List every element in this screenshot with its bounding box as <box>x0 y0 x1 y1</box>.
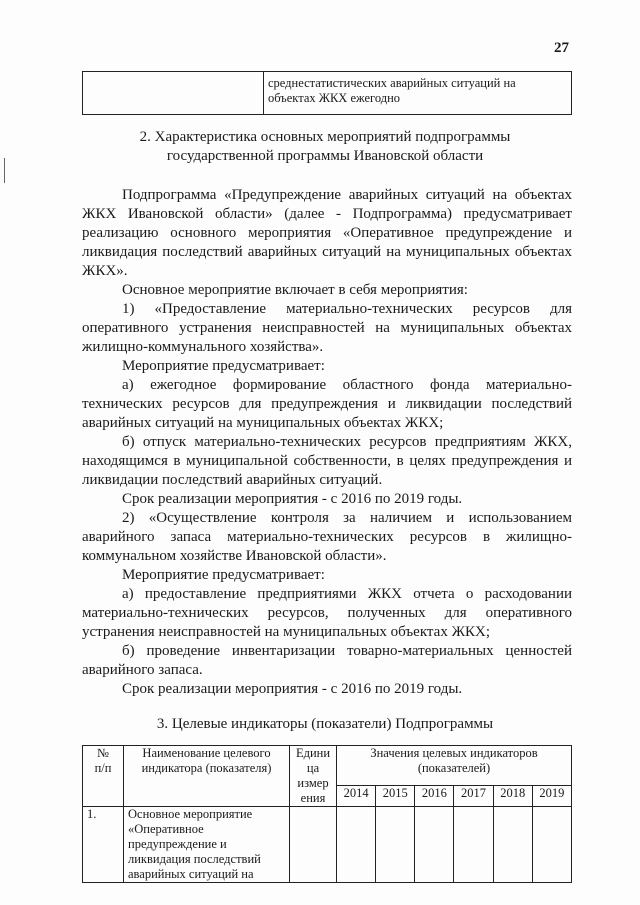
paragraph-line: а) предоставление предприятиями ЖКХ отчета о расходовании <box>122 586 572 602</box>
paragraph-line: ЖКХ». <box>82 263 128 279</box>
paragraph-line: а) ежегодное формирование областного фонда материально- <box>122 377 572 393</box>
paragraph-line: б) проведение инвентаризации товарно-материальных ценностей <box>122 643 572 659</box>
row1-2015 <box>376 807 415 883</box>
top-table-empty-cell <box>83 72 264 115</box>
row1-2016 <box>415 807 454 883</box>
paragraph-line: ЖКХ Ивановской области» (далее - Подпрограмма) предусматривает <box>82 206 572 222</box>
indicator-table <box>82 745 572 883</box>
paragraph-line: оперативного устранения неисправностей на муниципальных объектах <box>82 320 572 336</box>
paragraph-line: Срок реализации мероприятия - с 2016 по 2019 годы. <box>122 681 463 697</box>
header-indicator-name: Наименование целевого индикатора (показателя) <box>124 746 290 807</box>
paragraph-line: ликвидации последствий аварийных ситуаций. <box>82 472 383 488</box>
year-2016: 2016 <box>415 786 454 807</box>
top-table-text-cell <box>264 72 572 115</box>
section2-title-line1: 2. Характеристика основных мероприятий подпрограммы <box>139 129 511 145</box>
year-2019: 2019 <box>532 786 571 807</box>
year-2018: 2018 <box>493 786 532 807</box>
top-table-text-2: объектах ЖКХ ежегодно <box>268 91 401 105</box>
paragraph-line: коммунальном хозяйстве Ивановской области». <box>82 548 387 564</box>
top-table-text-1: среднестатистических аварийных ситуаций на <box>268 76 516 90</box>
paragraph-line: б) отпуск материально-технических ресурсов предприятиям ЖКХ, <box>122 434 572 450</box>
paragraph-line: аварийного запаса материально-технических ресурсов в жилищно- <box>82 529 572 545</box>
year-2017: 2017 <box>454 786 493 807</box>
paragraph-line: Основное мероприятие включает в себя мероприятия: <box>122 282 468 298</box>
paragraph-line: аварийных ситуаций на муниципальных объектах ЖКХ; <box>82 415 444 431</box>
row1-num: 1. <box>83 807 124 883</box>
paragraph-line: жилищно-коммунального хозяйства». <box>82 339 324 355</box>
paragraph-line: 2) «Осуществление контроля за наличием и использованием <box>122 510 572 526</box>
section2-title-line2: государственной программы Ивановской области <box>166 148 484 164</box>
paragraph-line: находящимся в муниципальной собственности, в целях предупреждения и <box>82 453 572 469</box>
paragraph-line: реализацию основного мероприятия «Оперативное предупреждение и <box>82 225 572 241</box>
paragraph-line: устранения неисправностей на муниципальных объектах ЖКХ; <box>82 624 491 640</box>
row1-2018 <box>493 807 532 883</box>
row1-unit <box>290 807 337 883</box>
paragraph-line: Мероприятие предусматривает: <box>122 358 325 374</box>
year-2014: 2014 <box>337 786 376 807</box>
top-table-fragment <box>82 71 572 115</box>
row1-2019 <box>532 807 571 883</box>
page-number: 27 <box>554 40 569 56</box>
paragraph-line: аварийного запаса. <box>82 662 203 678</box>
section3-title: 3. Целевые индикаторы (показатели) Подпрограммы <box>156 716 494 732</box>
row1-2017 <box>454 807 493 883</box>
paragraph-line: ликвидация последствий аварийных ситуаций на муниципальных объектах <box>82 244 572 260</box>
scan-margin-mark <box>4 158 5 183</box>
paragraph-line: Мероприятие предусматривает: <box>122 567 325 583</box>
year-2015: 2015 <box>376 786 415 807</box>
row1-indicator-name: Основное мероприятие «Оперативное предупреждение и ликвидация последствий аварийных ситуаций на <box>124 807 290 883</box>
paragraph-line: технических ресурсов для предупреждения и ликвидации последствий <box>82 396 572 412</box>
header-unit: Едини ца измер ения <box>290 746 337 807</box>
paragraph-line: 1) «Предоставление материально-технических ресурсов для <box>122 301 572 317</box>
paragraph-line: Срок реализации мероприятия - с 2016 по 2019 годы. <box>122 491 463 507</box>
paragraph-line: материально-технических ресурсов, полученных для оперативного <box>82 605 572 621</box>
header-num: № п/п <box>83 746 124 807</box>
paragraph-line: Подпрограмма «Предупреждение аварийных ситуаций на объектах <box>122 187 572 203</box>
row1-2014 <box>337 807 376 883</box>
header-values: Значения целевых индикаторов (показателей) <box>337 746 572 786</box>
